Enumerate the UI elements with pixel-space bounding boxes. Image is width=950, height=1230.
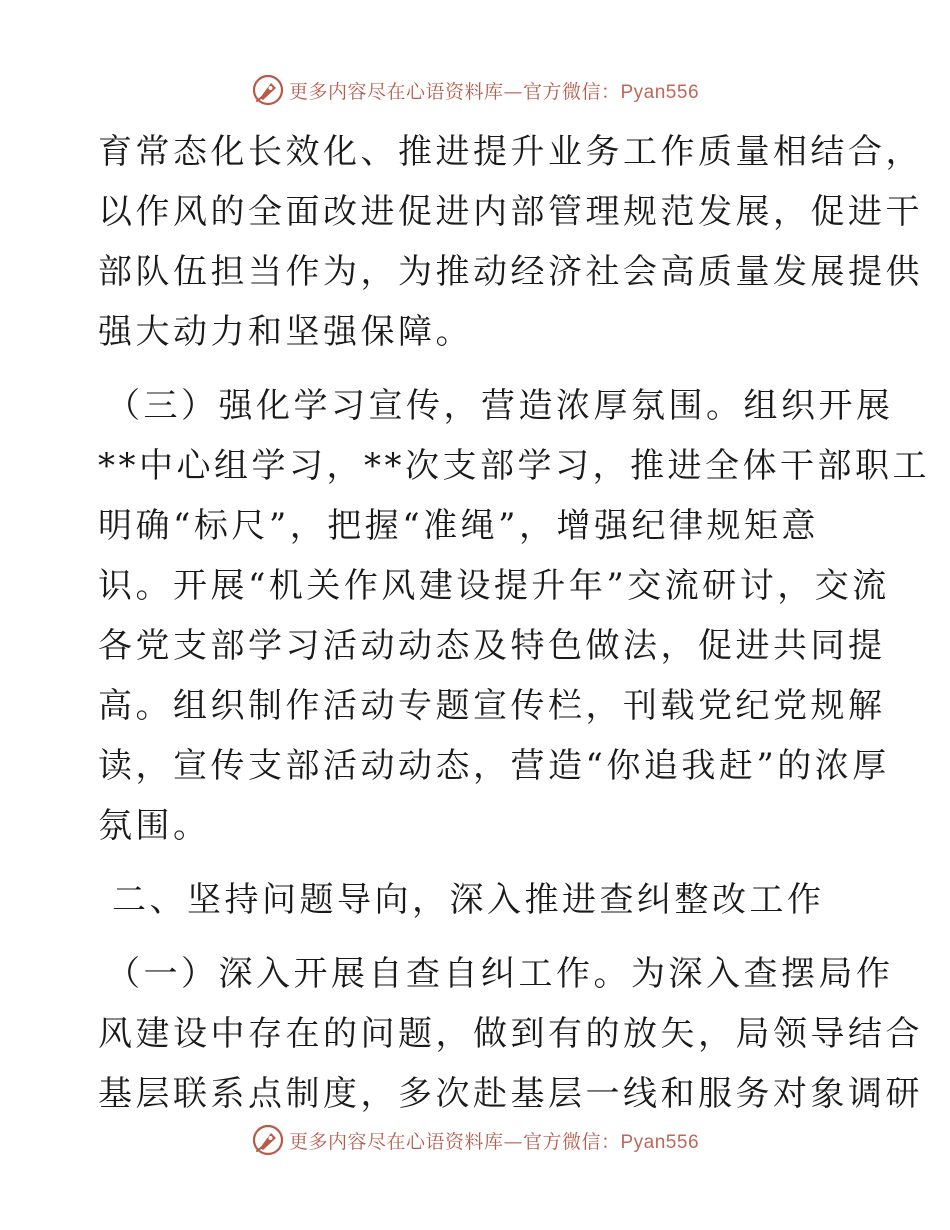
header-banner-site: 更多内容尽在心语资料库 (288, 80, 504, 103)
text-line: 以作风的全面改进促进内部管理规范发展，促进干 (98, 192, 923, 232)
header-banner-handle: Pyan556 (620, 81, 700, 103)
header-banner-label: 官方微信： (522, 80, 621, 103)
header-banner-text (289, 77, 699, 104)
text-line: 高。组织制作活动专题宣传栏，刊载党纪党规解 (98, 686, 886, 726)
header-banner (0, 70, 950, 110)
text-line: 读，宣传支部活动动态，营造“你追我赶”的浓厚 (98, 746, 890, 786)
paragraph-section-three (98, 376, 930, 856)
footer-banner-text (289, 1127, 699, 1154)
text-line: 识。开展“机关作风建设提升年”交流研讨，交流 (98, 566, 890, 606)
section-heading (98, 870, 850, 930)
text-line: 育常态化长效化、推进提升业务工作质量相结合， (98, 132, 923, 172)
text-line: 各党支部学习活动动态及特色做法，促进共同提 (98, 626, 886, 666)
footer-banner (0, 1120, 950, 1160)
heading-line: 二、坚持问题导向，深入推进查纠整改工作 (112, 880, 825, 920)
text-line: （三）强化学习宣传，营造浓厚氛围。组织开展 (106, 386, 894, 426)
paragraph-subsection-one (98, 944, 923, 1124)
text-line: **中心组学习，**次支部学习，推进全体干部职工 (98, 446, 930, 486)
pen-nib-circle-icon (251, 73, 285, 107)
document-body (98, 122, 930, 1124)
text-line: 基层联系点制度，多次赴基层一线和服务对象调研 (98, 1074, 923, 1114)
text-line: 风建设中存在的问题，做到有的放矢，局领导结合 (98, 1014, 923, 1054)
header-banner-dash: — (503, 80, 523, 103)
paragraph-continuation (98, 122, 923, 362)
text-line: 部队伍担当作为，为推动经济社会高质量发展提供 (98, 252, 923, 292)
text-line: 强大动力和坚强保障。 (98, 312, 473, 352)
footer-banner-label: 官方微信： (522, 1130, 621, 1153)
footer-banner-dash: — (503, 1130, 523, 1153)
footer-banner-site: 更多内容尽在心语资料库 (288, 1130, 504, 1153)
footer-banner-handle: Pyan556 (620, 1131, 700, 1153)
text-line: 氛围。 (98, 806, 211, 846)
text-line: 明确“标尺”，把握“准绳”，增强纪律规矩意 (98, 506, 820, 546)
text-line: （一）深入开展自查自纠工作。为深入查摆局作 (106, 954, 894, 994)
pen-nib-circle-icon (251, 1123, 285, 1157)
